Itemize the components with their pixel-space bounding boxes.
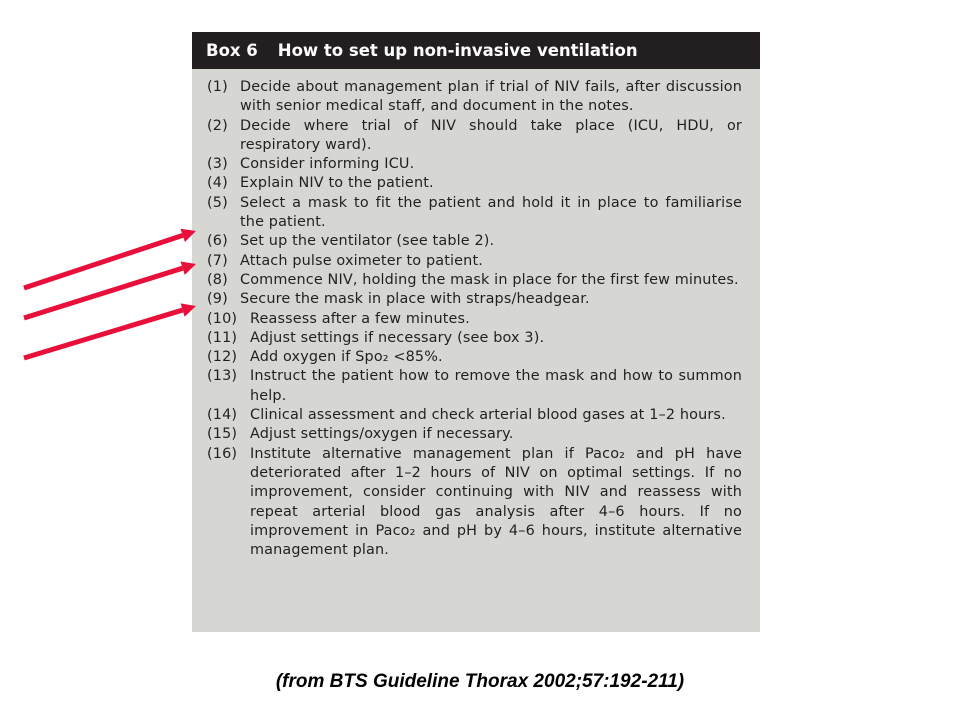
step-item — [207, 252, 742, 271]
step-item — [207, 232, 742, 251]
step-item — [207, 117, 742, 156]
step-text: Institute alternative management plan if Paco₂ and pH have deteriorated after 1–2 hours of NIV on optimal settings. If no improvement, consider continuing with NIV and reassess with repeat arterial blood gas analysis after 4–6 hours. If no improvement in Paco₂ and pH by 4–6 hours, institute alternative management plan. — [250, 445, 742, 559]
arrow-shaft — [24, 268, 183, 318]
step-text: Decide about management plan if trial of NIV fails, after discussion with senior medical staff, and document in the notes. — [240, 79, 742, 115]
step-item — [207, 367, 742, 406]
step-item — [207, 271, 742, 290]
step-text: Select a mask to fit the patient and hold it in place to familiarise the patient. — [240, 194, 742, 231]
step-number: (5) — [207, 194, 228, 211]
step-item — [207, 290, 742, 309]
step-item — [207, 329, 742, 348]
step-number: (16) — [207, 445, 238, 462]
step-text: Commence NIV, holding the mask in place for the first few minutes. — [240, 271, 739, 288]
step-text: Explain NIV to the patient. — [240, 175, 434, 192]
step-text: Instruct the patient how to remove the mask and how to summon help. — [250, 368, 742, 404]
step-text: Decide where trial of NIV should take place (ICU, HDU, or respiratory ward). — [240, 117, 742, 153]
step-number: (2) — [207, 117, 228, 134]
step-number: (14) — [207, 407, 238, 424]
step-item — [207, 78, 742, 117]
step-item — [207, 425, 742, 444]
box-header — [192, 32, 760, 69]
step-text: Consider informing ICU. — [240, 156, 415, 173]
arrow-shaft — [24, 235, 183, 288]
step-number: (10) — [207, 310, 238, 327]
step-text: Adjust settings if necessary (see box 3). — [250, 329, 545, 346]
step-number: (9) — [207, 291, 228, 308]
step-item — [207, 174, 742, 193]
box-number: Box 6 — [206, 41, 258, 60]
step-item — [207, 348, 742, 367]
box-title: How to set up non-invasive ventilation — [277, 41, 638, 60]
step-number: (6) — [207, 233, 228, 250]
step-number: (4) — [207, 175, 228, 192]
step-number: (3) — [207, 156, 228, 173]
step-text: Add oxygen if Spo₂ <85%. — [250, 349, 443, 366]
step-item — [207, 155, 742, 174]
step-number: (1) — [207, 79, 228, 95]
source-caption: (from BTS Guideline Thorax 2002;57:192-211) — [275, 671, 685, 692]
step-text: Secure the mask in place with straps/headgear. — [240, 291, 590, 308]
step-number: (13) — [207, 368, 238, 385]
step-item — [207, 406, 742, 425]
step-number: (12) — [207, 349, 238, 366]
step-item — [207, 445, 742, 561]
step-text: Clinical assessment and check arterial blood gases at 1–2 hours. — [250, 407, 726, 424]
step-item — [207, 310, 742, 329]
step-text: Attach pulse oximeter to patient. — [240, 252, 483, 269]
step-number: (11) — [207, 329, 238, 346]
step-text: Adjust settings/oxygen if necessary. — [250, 426, 514, 443]
step-text: Reassess after a few minutes. — [250, 310, 470, 327]
step-number: (15) — [207, 426, 238, 443]
arrow-shaft — [24, 310, 183, 358]
step-number: (7) — [207, 252, 228, 269]
steps-list — [207, 78, 742, 560]
step-text: Set up the ventilator (see table 2). — [240, 233, 495, 250]
guideline-box — [192, 32, 760, 632]
step-item — [207, 194, 742, 233]
step-number: (8) — [207, 271, 228, 288]
